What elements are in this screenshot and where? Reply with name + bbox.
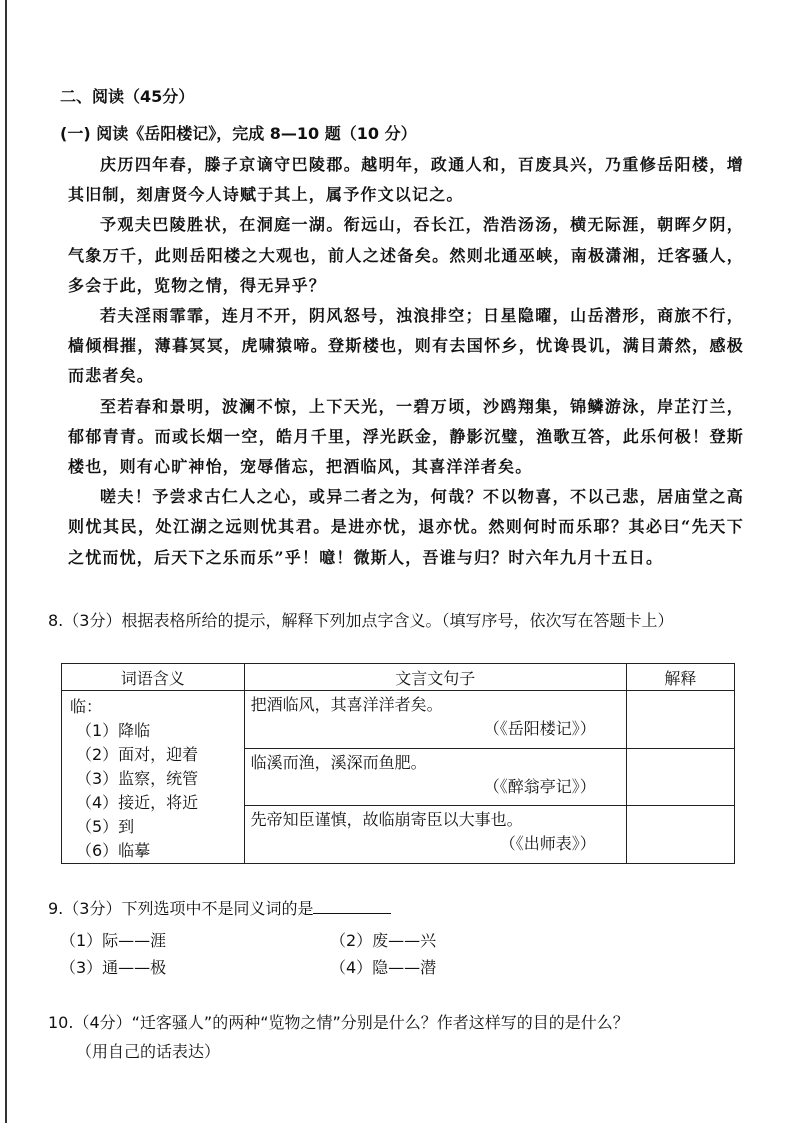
meaning-item: （5）到 bbox=[76, 817, 135, 836]
term-label: 临： bbox=[70, 697, 103, 716]
question-8: 8.（3分）根据表格所给的提示，解释下列加点字含义。（填写序号，依次写在答题卡上） bbox=[48, 611, 674, 630]
option-3: （3）通——极 bbox=[60, 958, 167, 977]
subsection-title: (一) 阅读《岳阳楼记》，完成 8—10 题（10 分） bbox=[60, 124, 417, 143]
sentence-cell bbox=[244, 748, 626, 806]
passage-paragraph: 予观夫巴陵胜状，在洞庭一湖。衔远山，吞长江，浩浩汤汤，横无际涯，朝晖夕阴，气象万千，此则岳阳楼之大观也，前人之述备矣。然则北通巫峡，南极潇湘，迁客骚人，多会于此，览物之情，得无异乎？ bbox=[68, 215, 744, 295]
question-10-note: （用自己的话表达） bbox=[76, 1042, 221, 1061]
page-edge-line bbox=[5, 0, 7, 1123]
table-header-answer: 解释 bbox=[626, 664, 734, 691]
passage-paragraph: 庆历四年春，滕子京谪守巴陵郡。越明年，政通人和，百废具兴，乃重修岳阳楼，增其旧制，刻唐贤今人诗赋于其上，属予作文以记之。 bbox=[68, 155, 744, 205]
passage-paragraph: 若夫淫雨霏霏，连月不开，阴风怒号，浊浪排空；日星隐曜，山岳潜形，商旅不行，樯倾楫摧，薄暮冥冥，虎啸猿啼。登斯楼也，则有去国怀乡，忧谗畏讥，满目萧然，感极而悲者矣。 bbox=[68, 306, 744, 386]
passage-paragraph: 嗟夫！予尝求古仁人之心，或异二者之为，何哉？不以物喜，不以己悲，居庙堂之高则忧其民，处江湖之远则忧其君。是进亦忧，退亦忧。然则何时而乐耶？其必曰“先天下之忧而忧，后天下之乐而乐”乎！噫！微斯人，吾谁与归？时六年九月十五日。 bbox=[68, 487, 744, 567]
section-title: 二、阅读（45分） bbox=[60, 87, 195, 106]
meanings-cell bbox=[62, 691, 245, 864]
sentence-text: 把酒临风，其喜洋洋者矣。 bbox=[250, 695, 443, 714]
answer-blank[interactable] bbox=[313, 898, 391, 914]
meaning-item: （3）监察，统管 bbox=[76, 769, 199, 788]
answer-cell[interactable] bbox=[626, 748, 734, 806]
sentence-source: （《出师表》） bbox=[499, 834, 596, 854]
sentence-source: （《岳阳楼记》） bbox=[483, 719, 596, 738]
question-9-text: 9.（3分）下列选项中不是同义词的是 bbox=[48, 899, 314, 918]
sentence-cell bbox=[244, 691, 626, 749]
question-10: 10.（4分）“迁客骚人”的两种“览物之情”分别是什么？作者这样写的目的是什么？ bbox=[48, 1013, 629, 1032]
answer-cell[interactable] bbox=[626, 806, 734, 864]
answer-cell[interactable] bbox=[626, 691, 734, 749]
option-4: （4）隐——潜 bbox=[330, 958, 437, 977]
sentence-source: （《醉翁亭记》） bbox=[483, 776, 596, 796]
sentence-text: 先帝知臣谨慎，故临崩寄臣以大事也。 bbox=[250, 810, 523, 830]
table-header-sentence: 文言文句子 bbox=[244, 664, 626, 691]
meaning-item: （2）面对，迎着 bbox=[76, 745, 199, 764]
sentence-cell bbox=[244, 806, 626, 864]
meaning-item: （4）接近，将近 bbox=[76, 793, 199, 812]
question-8-table bbox=[61, 663, 735, 864]
table-header-meaning: 词语含义 bbox=[62, 664, 245, 691]
option-1: （1）际——涯 bbox=[60, 931, 167, 950]
meaning-item: （6）临摹 bbox=[76, 841, 151, 860]
passage-paragraph: 至若春和景明，波澜不惊，上下天光，一碧万顷，沙鸥翔集，锦鳞游泳，岸芷汀兰，郁郁青青。而或长烟一空，皓月千里，浮光跃金，静影沉璧，渔歌互答，此乐何极！登斯楼也，则有心旷神怡，宠辱偕忘，把酒临风，其喜洋洋者矣。 bbox=[68, 396, 744, 477]
sentence-text: 临溪而渔，溪深而鱼肥。 bbox=[250, 752, 427, 772]
option-2: （2）废——兴 bbox=[330, 931, 437, 950]
question-9 bbox=[48, 896, 391, 919]
meaning-item: （1）降临 bbox=[76, 721, 151, 740]
reading-passage bbox=[68, 150, 744, 573]
